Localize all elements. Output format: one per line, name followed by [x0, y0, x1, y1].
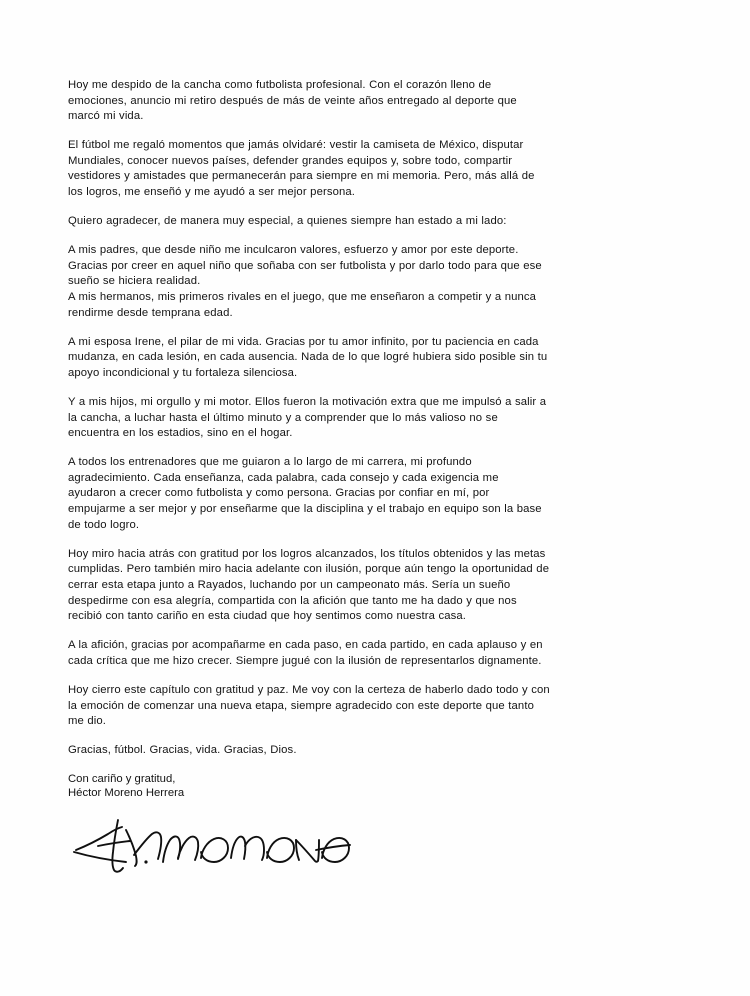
letter-paragraph: El fútbol me regaló momentos que jamás olvidaré: vestir la camiseta de México, disputar Mundiales, conocer nuevos países, defender grandes equipos y, sobre todo, compartir vestidores y amistades que permanecerán para siempre en mi memoria. Pero, más allá de los logros, me enseñó y me ayudó a ser mejor persona. [68, 139, 535, 199]
letter-paragraph: A mis hermanos, mis primeros rivales en el juego, que me enseñaron a competir y a nunca rendirme desde temprana edad. [68, 291, 537, 319]
valediction: Con cariño y gratitud, [68, 773, 176, 786]
closing-block [68, 772, 550, 800]
letter-paragraph: A todos los entrenadores que me guiaron a lo largo de mi carrera, mi profundo agradecimiento. Cada enseñanza, cada palabra, cada consejo y cada exigencia me ayudaron a crecer como futbolista y como persona. Gracias por confiar en mí, por empujarme a ser mejor y por enseñarme que la disciplina y el trabajo en equipo son la base de todo logro. [68, 456, 542, 531]
letter-paragraph: A mis padres, que desde niño me inculcaron valores, esfuerzo y amor por este deporte. Gracias por creer en aquel niño que soñaba con ser futbolista y por darlo todo para que ese sueño se hiciera realidad. [68, 244, 542, 288]
letter-body [68, 78, 550, 801]
handwritten-signature [68, 806, 368, 886]
letter-paragraph: Hoy miro hacia atrás con gratitud por los logros alcanzados, los títulos obtenidos y las metas cumplidas. Pero también miro hacia adelante con ilusión, porque aún tengo la oportunidad de cerrar esta etapa junto a Rayados, luchando por un campeonato más. Sería un sueño despedirme con esa alegría, compartida con la afición que tanto me ha dado y que nos recibió con tanto cariño en esta ciudad que hoy sentimos como nuestra casa. [68, 547, 550, 623]
letter-paragraph: Quiero agradecer, de manera muy especial, a quienes siempre han estado a mi lado: [68, 215, 507, 228]
letter-paragraph: Y a mis hijos, mi orgullo y mi motor. Ellos fueron la motivación extra que me impulsó a salir a la cancha, a luchar hasta el último minuto y a comprender que lo más valioso no se encuentra en los estadios, sino en el hogar. [68, 396, 547, 440]
letter-paragraph: Hoy cierro este capítulo con gratitud y paz. Me voy con la certeza de haberlo dado todo y con la emoción de comenzar una nueva etapa, siempre agradecido con este deporte que tanto me dio. [68, 683, 550, 728]
signer-name: Héctor Moreno Herrera [68, 787, 185, 800]
letter-paragraph: Hoy me despido de la cancha como futbolista profesional. Con el corazón lleno de emociones, anuncio mi retiro después de más de veinte años entregado al deporte que marcó mi vida. [68, 79, 517, 123]
letter-paragraph: Gracias, fútbol. Gracias, vida. Gracias, Dios. [68, 744, 297, 757]
letter-paragraph: A mi esposa Irene, el pilar de mi vida. Gracias por tu amor infinito, por tu paciencia en cada mudanza, en cada lesión, en cada ausencia. Nada de lo que logré hubiera sido posible sin tu apoyo incondicional y tu fortaleza silenciosa. [68, 335, 548, 379]
letter-paragraph: A la afición, gracias por acompañarme en cada paso, en cada partido, en cada aplauso y en cada crítica que me hizo crecer. Siempre jugué con la ilusión de representarlos dignamente. [68, 639, 543, 667]
